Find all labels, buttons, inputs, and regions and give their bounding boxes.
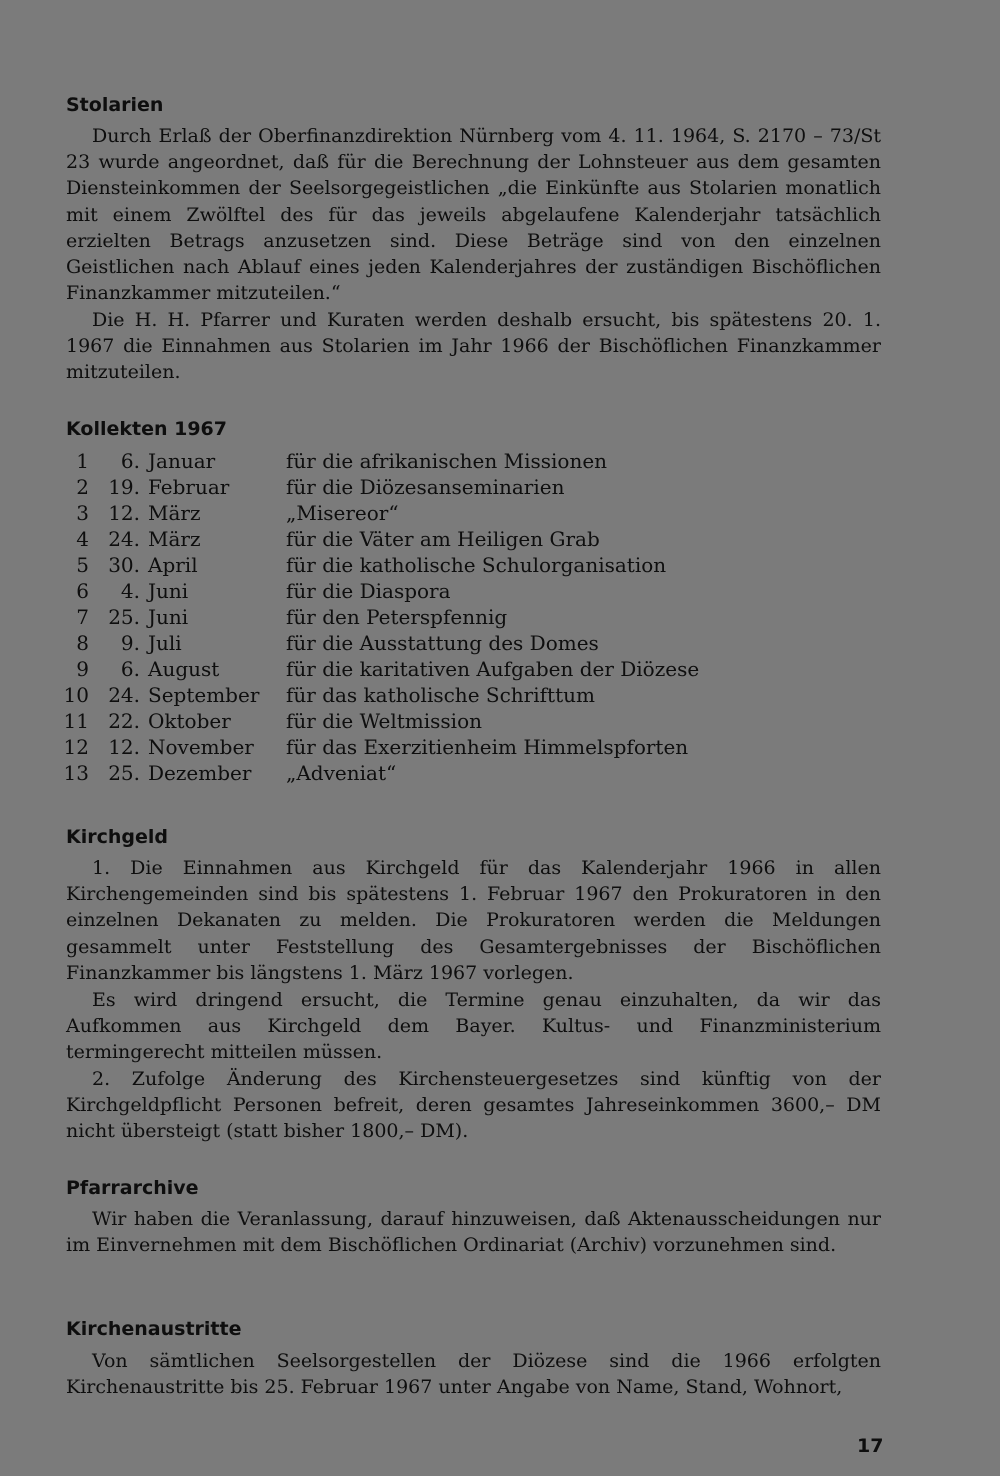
row-number: 6 bbox=[76, 579, 89, 603]
stolarien-paragraph-2: Die H. H. Pfarrer und Kuraten werden deshalb ersucht, bis spätestens 20. 1. 1967 die Einnahmen aus Stolarien im Jahr 1966 der Bischöflichen Finanzkammer mitzuteilen. bbox=[66, 309, 881, 384]
row-number: 4 bbox=[76, 527, 89, 551]
row-purpose: „Misereor“ bbox=[286, 501, 399, 525]
row-month: Februar bbox=[148, 475, 230, 499]
row-purpose: für die karitativen Aufgaben der Diözese bbox=[286, 657, 700, 681]
row-purpose: für die Ausstattung des Domes bbox=[286, 631, 599, 655]
row-month: August bbox=[148, 657, 220, 681]
kollekten-heading: Kollekten 1967 bbox=[66, 418, 227, 440]
table-row bbox=[0, 448, 1000, 474]
row-day: 12. bbox=[108, 735, 140, 759]
table-row bbox=[0, 734, 1000, 760]
kirchgeld-paragraph-1: 1. Die Einnahmen aus Kirchgeld für das Kalenderjahr 1966 in allen Kirchengemeinden sind bis spätestens 1. Februar 1967 den Prokuratoren in den einzelnen Dekanaten zu melden. Die Prokuratoren werden die Meldungen gesammelt unter Feststellung des Gesamtergebnisses der Bischöflichen Finanzkammer bis längstens 1. März 1967 vorlegen. bbox=[66, 857, 881, 984]
stolarien-paragraph-1: Durch Erlaß der Oberfinanzdirektion Nürnberg vom 4. 11. 1964, S. 2170 – 73/St 23 wurde angeordnet, daß für die Berechnung der Lohnsteuer aus dem gesamten Diensteinkommen der Seelsorgegeistlichen „die Einkünfte aus Stolarien monatlich mit einem Zwölftel des für das jeweils abgelaufene Kalenderjahr tatsächlich erzielten Betrags anzusetzen sind. Diese Beträge sind von den einzelnen Geistlichen nach Ablauf eines jeden Kalenderjahres der zuständigen Bischöflichen Finanzkammer mitzuteilen.“ bbox=[66, 125, 881, 305]
row-month: November bbox=[148, 735, 254, 759]
row-day: 30. bbox=[108, 553, 140, 577]
row-purpose: für die katholische Schulorganisation bbox=[286, 553, 667, 577]
row-purpose: für das Exerzitienheim Himmelspforten bbox=[286, 735, 689, 759]
table-row bbox=[0, 760, 1000, 786]
row-number: 8 bbox=[76, 631, 89, 655]
table-row bbox=[0, 682, 1000, 708]
row-purpose: für die Weltmission bbox=[286, 709, 482, 733]
row-day: 19. bbox=[108, 475, 140, 499]
row-purpose: für den Peterspfennig bbox=[286, 605, 508, 629]
row-day: 12. bbox=[108, 501, 140, 525]
stolarien-heading: Stolarien bbox=[66, 94, 164, 116]
pfarrarchive-heading: Pfarrarchive bbox=[66, 1177, 199, 1199]
row-month: Januar bbox=[148, 449, 216, 473]
row-purpose: für die Diözesanseminarien bbox=[286, 475, 565, 499]
row-purpose: für die afrikanischen Missionen bbox=[286, 449, 608, 473]
row-day: 9. bbox=[120, 631, 140, 655]
table-row bbox=[0, 578, 1000, 604]
kirchenaustritte-heading: Kirchenaustritte bbox=[66, 1318, 242, 1340]
row-purpose: für das katholische Schrifttum bbox=[286, 683, 595, 707]
table-row bbox=[0, 656, 1000, 682]
row-month: April bbox=[148, 553, 198, 577]
kirchgeld-heading: Kirchgeld bbox=[66, 826, 168, 848]
kirchgeld-paragraph-2: Es wird dringend ersucht, die Termine genau einzuhalten, da wir das Aufkommen aus Kirchgeld dem Bayer. Kultus- und Finanzministerium termingerecht mitteilen müssen. bbox=[66, 989, 881, 1064]
row-number: 12 bbox=[63, 735, 89, 759]
row-month: Juni bbox=[148, 579, 189, 603]
kirchenaustritte-paragraph: Von sämtlichen Seelsorgestellen der Diözese sind die 1966 erfolgten Kirchenaustritte bis 25. Februar 1967 unter Angabe von Name, Stand, Wohnort, bbox=[66, 1350, 881, 1399]
table-row bbox=[0, 604, 1000, 630]
row-number: 11 bbox=[63, 709, 89, 733]
row-month: Oktober bbox=[148, 709, 231, 733]
row-month: März bbox=[148, 527, 201, 551]
row-purpose: „Adveniat“ bbox=[286, 761, 397, 785]
row-month: September bbox=[148, 683, 260, 707]
pfarrarchive-paragraph: Wir haben die Veranlassung, darauf hinzuweisen, daß Aktenausscheidungen nur im Einvernehmen mit dem Bischöflichen Ordinariat (Archiv) vorzunehmen sind. bbox=[66, 1208, 881, 1257]
page-number: 17 bbox=[857, 1435, 884, 1457]
row-number: 3 bbox=[76, 501, 89, 525]
row-month: Juni bbox=[148, 605, 189, 629]
row-day: 24. bbox=[108, 683, 140, 707]
table-row bbox=[0, 526, 1000, 552]
row-day: 24. bbox=[108, 527, 140, 551]
table-row bbox=[0, 500, 1000, 526]
row-day: 25. bbox=[108, 761, 140, 785]
row-number: 13 bbox=[63, 761, 89, 785]
row-day: 22. bbox=[108, 709, 140, 733]
row-purpose: für die Diaspora bbox=[286, 579, 451, 603]
row-month: Juli bbox=[148, 631, 182, 655]
table-row bbox=[0, 474, 1000, 500]
row-number: 7 bbox=[76, 605, 89, 629]
row-day: 6. bbox=[120, 657, 140, 681]
table-row bbox=[0, 708, 1000, 734]
kirchgeld-paragraph-3: 2. Zufolge Änderung des Kirchensteuergesetzes sind künftig von der Kirchgeldpflicht Personen befreit, deren gesamtes Jahreseinkommen 3600,– DM nicht übersteigt (statt bisher 1800,– DM). bbox=[66, 1068, 881, 1143]
row-number: 5 bbox=[76, 553, 89, 577]
row-number: 10 bbox=[63, 683, 89, 707]
row-number: 1 bbox=[76, 449, 89, 473]
row-month: März bbox=[148, 501, 201, 525]
row-month: Dezember bbox=[148, 761, 252, 785]
row-number: 2 bbox=[76, 475, 89, 499]
row-purpose: für die Väter am Heiligen Grab bbox=[286, 527, 600, 551]
row-number: 9 bbox=[76, 657, 89, 681]
table-row bbox=[0, 552, 1000, 578]
row-day: 6. bbox=[120, 449, 140, 473]
row-day: 25. bbox=[108, 605, 140, 629]
table-row bbox=[0, 630, 1000, 656]
row-day: 4. bbox=[120, 579, 140, 603]
